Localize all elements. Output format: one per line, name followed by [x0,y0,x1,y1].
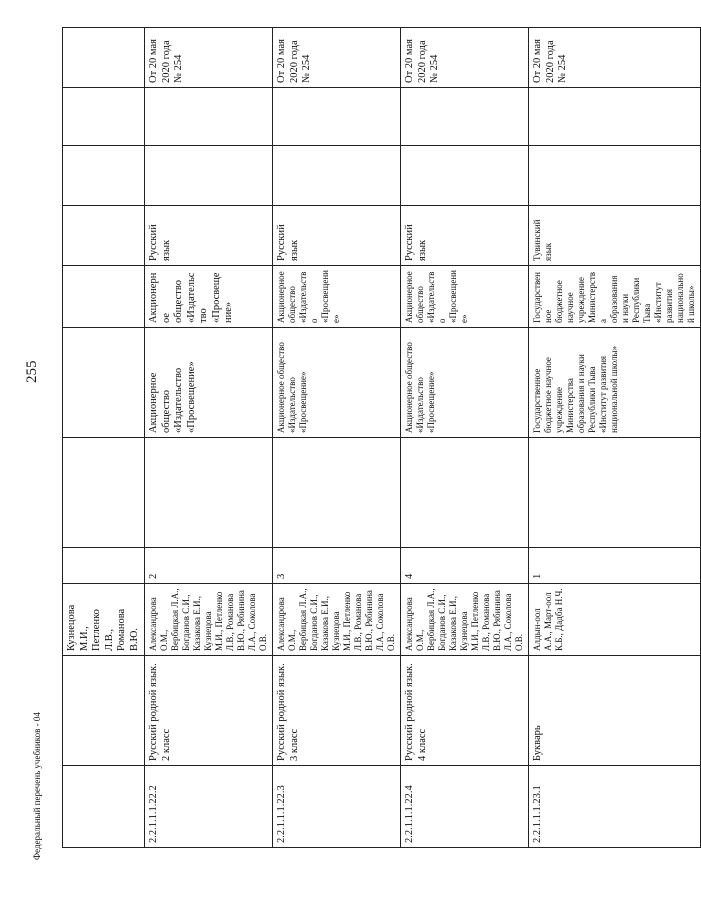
cell-grade: 4 [401,548,529,584]
cell-title: Букварь [529,656,701,766]
cell-order: От 20 мая 2020 года № 254 [145,28,273,88]
cell-publisher-2: Государственное бюджетное научное учреждение Министерства образования и науки Республики Тыва «Институт развития национальной школы» [529,266,701,328]
cell-code: 2.2.1.1.1.22.3 [273,766,401,848]
cell-language: Тувинский язык [529,206,701,266]
cell-publisher: Акционерное общество «Издательство «Просвещение» [401,328,529,438]
rotated-table-wrapper [62,28,696,848]
cell-empty [63,548,145,584]
cell-publisher-2: Акционерное общество «Издательство «Просвещение» [401,266,529,328]
cell-empty [401,438,529,548]
cell-empty [63,146,145,206]
cell-publisher: Акционерное общество «Издательство «Просвещение» [145,328,273,438]
cell-order: От 20 мая 2020 года № 254 [401,28,529,88]
cell-publisher: Государственное бюджетное научное учреждение Министерства образования и науки Республики Тыва «Институт развития национальной школы» [529,328,701,438]
cell-empty [401,88,529,146]
cell-authors: Александрова О.М., Вербицкая Л.А., Богданов С.И., Казакова Е.И., Кузнецова М.И., Петленко Л.В., Романова В.Ю., Рябинина Л.А., Соколова О.В. [145,584,273,656]
cell-empty [63,656,145,766]
cell-empty [401,146,529,206]
cell-empty [63,28,145,88]
cell-publisher: Акционерное общество «Издательство «Просвещение» [273,328,401,438]
cell-order: От 20 мая 2020 года № 254 [529,28,701,88]
cell-language: Русский язык [401,206,529,266]
cell-authors: Алдын-оол А.А., Март-оол К.Б., Дадба Н.Ч. [529,584,701,656]
table-row [529,28,701,848]
cell-code: 2.2.1.1.1.22.2 [145,766,273,848]
cell-empty [529,88,701,146]
cell-empty [63,328,145,438]
cell-language: Русский язык [145,206,273,266]
cell-empty [63,88,145,146]
footer-text: Федеральный перечень учебников - 04 [32,712,42,860]
cell-grade: 1 [529,548,701,584]
cell-grade: 3 [273,548,401,584]
table-row [401,28,529,848]
table-row [145,28,273,848]
cell-authors-continued: Кузнецова М.И., Петленко Л.В., Романова В.Ю. [63,584,145,656]
cell-empty [63,766,145,848]
cell-empty [273,88,401,146]
table-row [273,28,401,848]
cell-language: Русский язык [273,206,401,266]
cell-empty [529,438,701,548]
cell-title: Русский родной язык. 3 класс [273,656,401,766]
cell-code: 2.2.1.1.1.22.4 [401,766,529,848]
cell-order: От 20 мая 2020 года № 254 [273,28,401,88]
cell-empty [273,146,401,206]
cell-empty [63,206,145,266]
cell-empty [145,88,273,146]
cell-empty [63,266,145,328]
cell-empty [273,438,401,548]
table-row [63,28,145,848]
cell-empty [529,146,701,206]
cell-title: Русский родной язык. 2 класс [145,656,273,766]
cell-publisher-2: Акционерное общество «Издательство «Просвещение» [273,266,401,328]
cell-publisher-2: Акционерное общество «Издательство «Просвещение» [145,266,273,328]
cell-grade: 2 [145,548,273,584]
cell-empty [63,438,145,548]
textbook-table [62,27,701,848]
page-number: 255 [24,360,40,384]
cell-authors: Александрова О.М., Вербицкая Л.А., Богданов С.И., Казакова Е.И., Кузнецова М.И., Петленко Л.В., Романова В.Ю., Рябинина Л.А., Соколова О.В. [273,584,401,656]
cell-empty [145,146,273,206]
cell-title: Русский родной язык. 4 класс [401,656,529,766]
cell-authors: Александрова О.М., Вербицкая Л.А., Богданов С.И., Казакова Е.И., Кузнецова М.И., Петленко Л.В., Романова В.Ю., Рябинина Л.А., Соколова О.В. [401,584,529,656]
cell-empty [145,438,273,548]
cell-code: 2.2.1.1.1.23.1 [529,766,701,848]
